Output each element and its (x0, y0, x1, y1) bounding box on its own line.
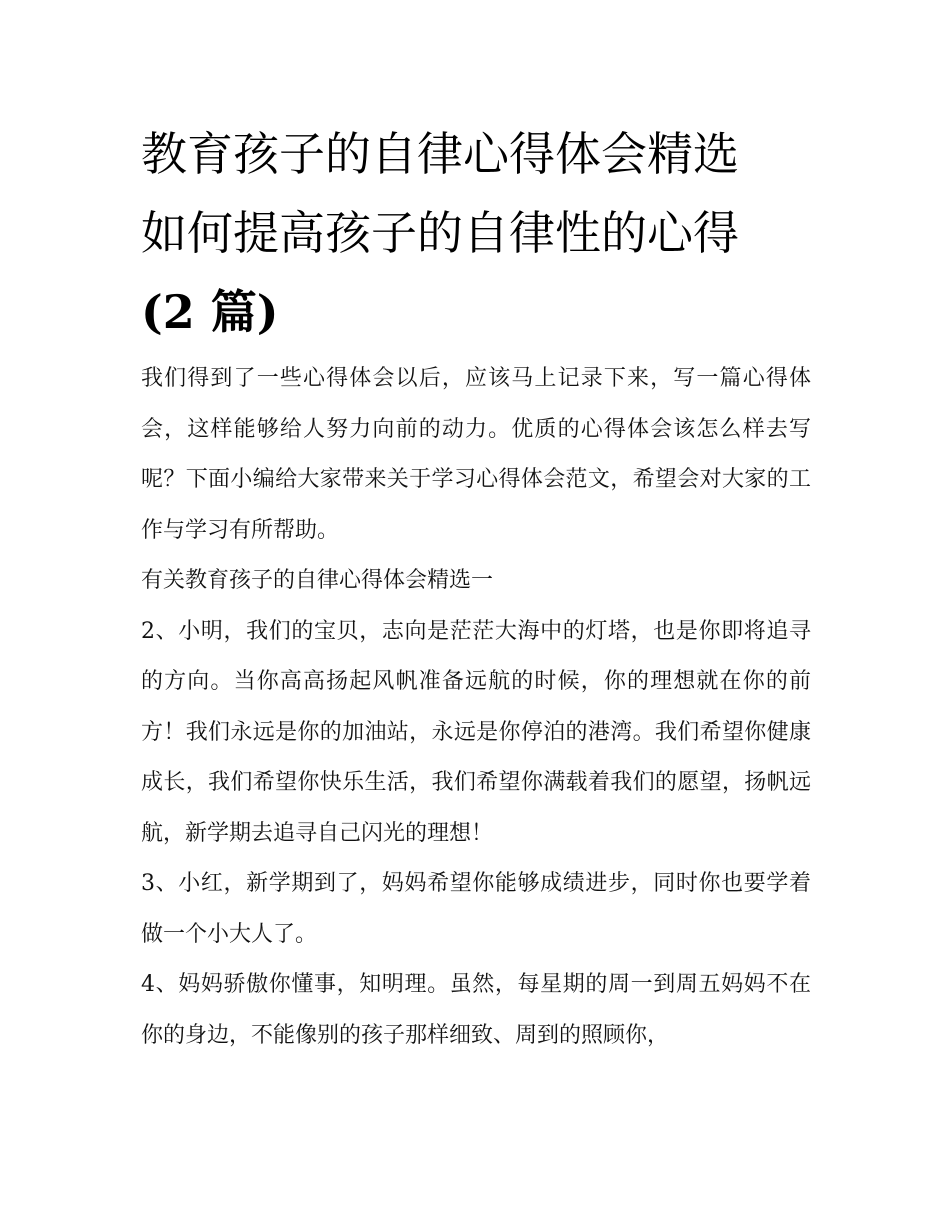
intro-paragraph: 我们得到了一些心得体会以后，应该马上记录下来，写一篇心得体会，这样能够给人努力向前的动力。优质的心得体会该怎么样去写呢？下面小编给大家带来关于学习心得体会范文，希望会对大家的工作与学习有所帮助。 (141, 366, 811, 543)
section-heading: 有关教育孩子的自律心得体会精选一 (141, 568, 494, 593)
title-line-1: 教育孩子的自律心得体会精选 (141, 127, 739, 181)
document-body (141, 115, 811, 1061)
paragraph-item-4: 4、妈妈骄傲你懂事，知明理。虽然，每星期的周一到周五妈妈不在你的身边，不能像别的孩子那样细致、周到的照顾你， (141, 972, 811, 1048)
title-line-2: 如何提高孩子的自律性的心得 (141, 206, 739, 260)
paragraph-item-2: 2、小明，我们的宝贝，志向是茫茫大海中的灯塔，也是你即将追寻的方向。当你高高扬起风帆准备远航的时候，你的理想就在你的前方！我们永远是你的加油站，永远是你停泊的港湾。我们希望你健康成长，我们希望你快乐生活，我们希望你满载着我们的愿望，扬帆远航，新学期去追寻自己闪光的理想！ (141, 618, 811, 846)
paragraph-item-3: 3、小红，新学期到了，妈妈希望你能够成绩进步，同时你也要学着做一个小大人了。 (141, 871, 811, 947)
title-line-3: (2 篇) (141, 285, 279, 339)
document-title (141, 115, 811, 352)
